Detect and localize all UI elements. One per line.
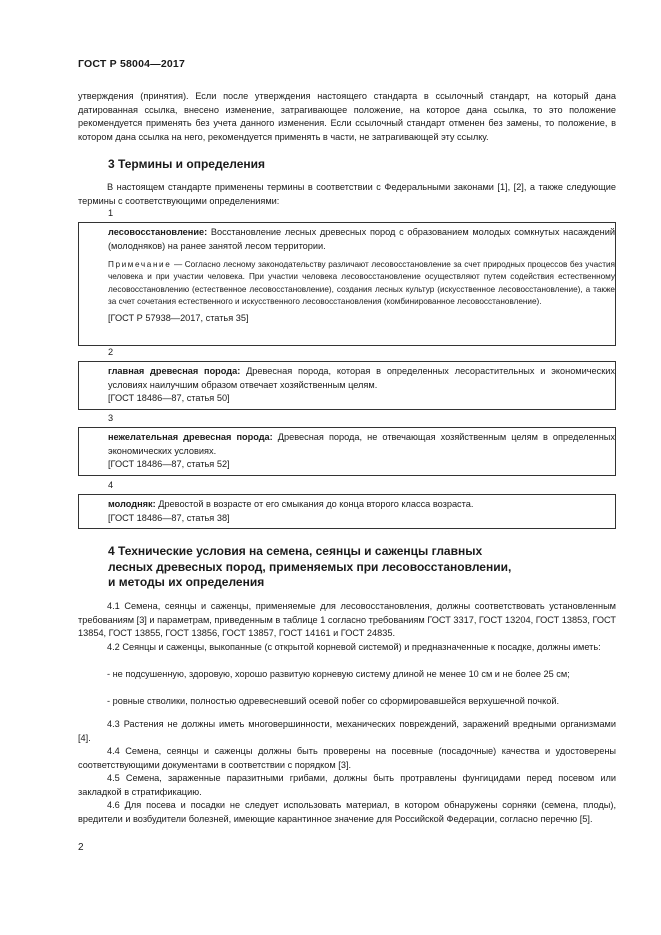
note-label: Примечание (108, 260, 172, 270)
term-note (108, 259, 615, 308)
paragraph-4-5: 4.5 Семена, зараженные паразитными грибами, должны быть протравлены фунгицидами перед посевом или закладкой в стратификацию. (78, 773, 616, 797)
section-4-heading-line: лесных древесных пород, применяемых при лесовосстановлении, (108, 559, 512, 574)
term-number: 2 (108, 347, 114, 357)
term-number: 3 (108, 413, 114, 423)
term-title: лесовосстановление: (108, 227, 208, 237)
term-source: [ГОСТ 18486—87, статья 50] (108, 393, 230, 404)
section-3-lead: В настоящем стандарте применены термины в соответствии с Федеральными законами [1], [2], а также следующие термины с соответствующими определениями: (78, 182, 616, 206)
paragraph-4-3: 4.3 Растения не должны иметь многовершинности, механических повреждений, заражений вредными организмами [4]. (78, 719, 616, 743)
paragraph-4-2-item: - ровные стволики, полностью одревесневший осевой побег со сформировавшейся верхушечной почкой. (107, 696, 560, 706)
paragraph-4-1: 4.1 Семена, сеянцы и саженцы, применяемые для лесовосстановления, должны соответствовать установленным требованиям [3] и параметрам, приведенным в таблице 1 согласно требованиям ГОСТ 3317, ГОСТ 13204, ГОСТ 13853, ГОСТ 13854, ГОСТ 13855, ГОСТ 13856, ГОСТ 13857, ГОСТ 14161 и ГОСТ 24835. (78, 601, 616, 639)
paragraph-4-2: 4.2 Сеянцы и саженцы, выкопанные (с открытой корневой системой) и предназначенные к посадке, должны иметь: (107, 642, 601, 652)
section-3-heading: 3 Термины и определения (108, 157, 266, 171)
term-source: [ГОСТ Р 57938—2017, статья 35] (108, 313, 249, 323)
section-4-heading-line: и методы их определения (108, 575, 265, 589)
term-source: [ГОСТ 18486—87, статья 52] (108, 459, 230, 470)
term-box (78, 361, 616, 410)
term-box (78, 494, 616, 529)
term-number: 4 (108, 480, 114, 490)
term-number: 1 (108, 208, 114, 218)
paragraph-4-2-item: - не подсушенную, здоровую, хорошо развитую корневую систему длиной не менее 10 см и не более 25 см; (107, 669, 570, 679)
section-4-heading (108, 544, 511, 591)
term-definition: Древостой в возрасте от его смыкания до конца второго класса возраста. (155, 499, 474, 509)
term-definition: Древесная порода, которая в определенных лесорастительных и экономических условиях наилучшим образом отвечает хозяйственным целям. (108, 366, 615, 390)
intro-paragraph: утверждения (принятия). Если после утверждения настоящего стандарта в ссылочный стандарт, на который дана датированная ссылка, внесено изменение, затрагивающее положение, на которое дана ссылка, то это положение рекомендуется применять без учета данного изменения. Если ссылочный стандарт отменен без замены, то положение, в котором дана ссылка на него, рекомендуется применять в части, не затрагивающей эту ссылку. (78, 91, 616, 142)
note-text: — Согласно лесному законодательству различают лесовосстановление за счет природных процессов без участия человека и при участии человека. При участии человека лесовосстановление осуществляют путем содействия естественному лесовосстановлению (естественное лесовосстановление), создания лесных культур (искусственное лесовосстановление), а также за счет сочетания естественного и искусственного лесовосстановления (комбинированное лесовосстановление). (108, 260, 615, 306)
term-box (78, 222, 616, 346)
term-box (78, 427, 616, 476)
paragraph-4-6: 4.6 Для посева и посадки не следует использовать материал, в котором обнаружены сорняки (семена, плоды), вредители и возбудители болезней, имеющие карантинное значение для Российской Федерации, согласно перечню [5]. (78, 800, 616, 824)
section-4-heading-line: 4 Технические условия на семена, сеянцы и саженцы главных (108, 544, 483, 558)
document-header: ГОСТ Р 58004—2017 (78, 58, 186, 70)
term-definition: Восстановление лесных древесных пород с образованием молодых сомкнутых насаждений (молодняков) на ранее занятой лесом территории. (108, 227, 615, 251)
paragraph-4-4: 4.4 Семена, сеянцы и саженцы должны быть проверены на посевные (посадочные) качества и удостоверены соответствующими документами в соответствии с порядком [3]. (78, 746, 616, 770)
page-number: 2 (78, 842, 84, 853)
term-title: молодняк: (108, 499, 156, 509)
term-title: нежелательная древесная порода: (108, 432, 273, 442)
term-title: главная древесная порода: (108, 366, 241, 376)
term-definition: Древесная порода, не отвечающая хозяйственным целям в определенных экономических условиях. (108, 432, 615, 456)
term-source: [ГОСТ 18486—87, статья 38] (108, 512, 230, 523)
